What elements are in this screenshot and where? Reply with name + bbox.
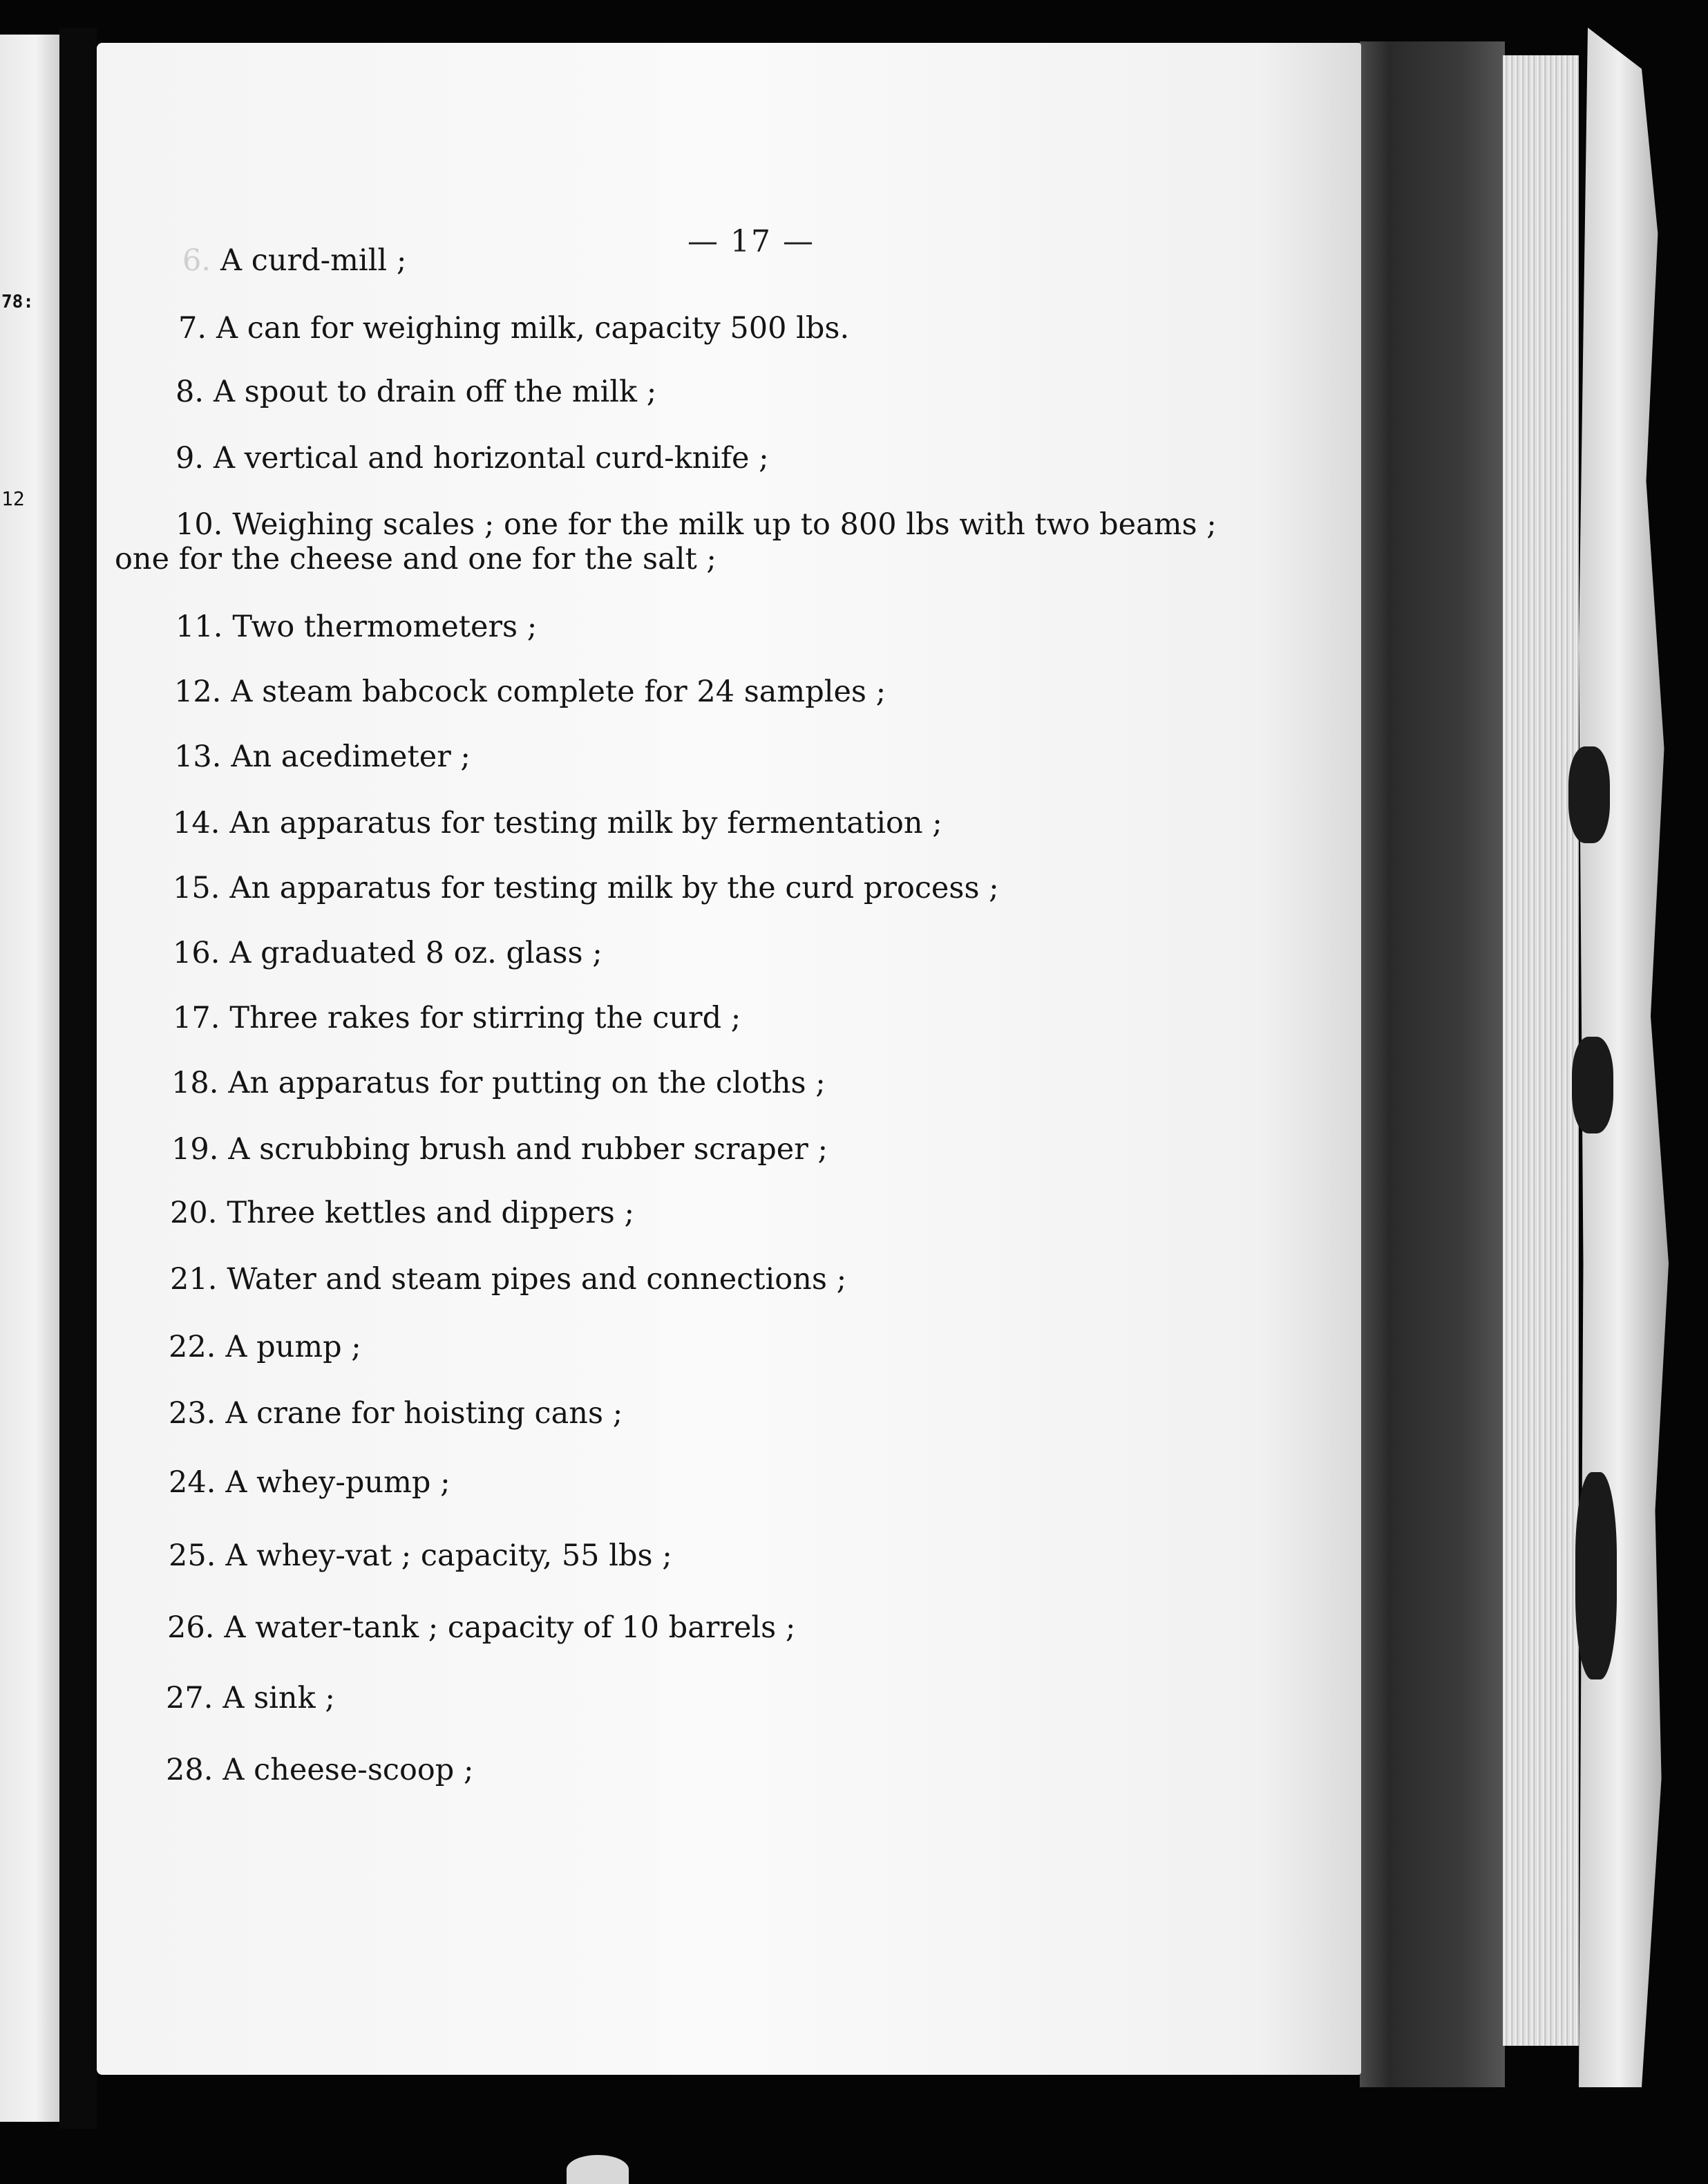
item-number: 24. <box>169 1465 216 1500</box>
item-text: Water and steam pipes and connections ; <box>227 1262 847 1297</box>
item-text: A steam babcock complete for 24 samples ; <box>231 675 886 709</box>
item-text: A scrubbing brush and rubber scraper ; <box>228 1132 828 1167</box>
book-page <box>97 43 1361 2075</box>
item-number: 20. <box>170 1196 218 1230</box>
item-number: 11. <box>175 610 223 644</box>
facing-page-edge <box>0 35 59 2122</box>
item-text: A pump ; <box>225 1330 361 1364</box>
item-text: A cheese-scoop ; <box>222 1753 474 1787</box>
page-number: — 17 — <box>687 224 815 259</box>
list-item <box>175 375 656 409</box>
stacked-page-edges <box>1503 55 1579 2046</box>
list-item <box>167 1610 795 1645</box>
facing-page-text-fragment: 12 <box>1 487 25 510</box>
list-item <box>182 243 406 278</box>
item-text: An acedimeter ; <box>231 740 471 774</box>
item-text: An apparatus for testing milk by fermentation ; <box>229 806 942 840</box>
list-item <box>169 1396 623 1431</box>
item-number: 10. <box>175 507 223 542</box>
item-number: 12. <box>174 675 222 709</box>
item-text: Three rakes for stirring the curd ; <box>229 1001 741 1035</box>
item-text: A sink ; <box>222 1681 335 1715</box>
tear-shadow <box>1575 1472 1617 1679</box>
item-text: A water-tank ; capacity of 10 barrels ; <box>224 1610 796 1645</box>
item-number: 14. <box>173 806 220 840</box>
list-item <box>171 1132 828 1167</box>
list-item <box>169 1538 672 1573</box>
list-item <box>175 610 537 644</box>
item-text: An apparatus for putting on the cloths ; <box>228 1066 826 1100</box>
item-text: A curd-mill ; <box>220 243 407 278</box>
item-number: 8. <box>175 375 205 409</box>
list-item <box>173 871 999 905</box>
item-text: An apparatus for testing milk by the curd process ; <box>229 871 999 905</box>
item-number: 16. <box>173 936 220 970</box>
item-text: Weighing scales ; one for the milk up to 800 lbs with two beams ; <box>232 507 1217 542</box>
scan-artifact <box>567 2155 629 2184</box>
item-number: 21. <box>170 1262 218 1297</box>
item-text: A whey-pump ; <box>225 1465 450 1500</box>
item-text: Three kettles and dippers ; <box>227 1196 634 1230</box>
item-number: 9. <box>175 441 205 476</box>
item-number: 22. <box>169 1330 216 1364</box>
list-item <box>169 1330 361 1364</box>
list-item <box>174 675 886 709</box>
book-gutter <box>59 28 97 2129</box>
item-number: 19. <box>171 1132 219 1167</box>
list-item <box>174 740 471 774</box>
item-text-continuation: one for the cheese and one for the salt ; <box>115 542 717 576</box>
item-number: 28. <box>166 1753 213 1787</box>
list-item <box>169 1465 450 1500</box>
list-item <box>173 1001 741 1035</box>
list-item <box>166 1681 335 1715</box>
list-item <box>173 806 942 840</box>
item-number: 18. <box>171 1066 219 1100</box>
item-text: A vertical and horizontal curd-knife ; <box>213 441 769 476</box>
list-item <box>170 1196 634 1230</box>
item-number: 7. <box>178 311 207 346</box>
item-text: A spout to drain off the milk ; <box>213 375 657 409</box>
tear-shadow <box>1572 1037 1613 1133</box>
list-item <box>173 936 602 970</box>
item-text: A can for weighing milk, capacity 500 lbs. <box>216 311 850 346</box>
item-text: Two thermometers ; <box>232 610 538 644</box>
item-number: 23. <box>169 1396 216 1431</box>
list-item <box>178 311 849 346</box>
list-item <box>175 441 769 476</box>
item-number: 6. <box>182 243 211 278</box>
item-text: A graduated 8 oz. glass ; <box>229 936 602 970</box>
list-item <box>171 1066 826 1100</box>
item-number: 27. <box>166 1681 213 1715</box>
facing-page-text-fragment: 78: <box>1 292 34 312</box>
list-item <box>166 1753 473 1787</box>
page-shadow <box>1360 41 1505 2087</box>
item-number: 15. <box>173 871 220 905</box>
item-text: A crane for hoisting cans ; <box>225 1396 623 1431</box>
item-number: 26. <box>167 1610 215 1645</box>
list-item <box>170 1262 846 1297</box>
item-number: 13. <box>174 740 222 774</box>
item-number: 17. <box>173 1001 220 1035</box>
tear-shadow <box>1568 746 1610 843</box>
list-item <box>115 507 1217 576</box>
item-number: 25. <box>169 1538 216 1573</box>
item-text: A whey-vat ; capacity, 55 lbs ; <box>225 1538 672 1573</box>
